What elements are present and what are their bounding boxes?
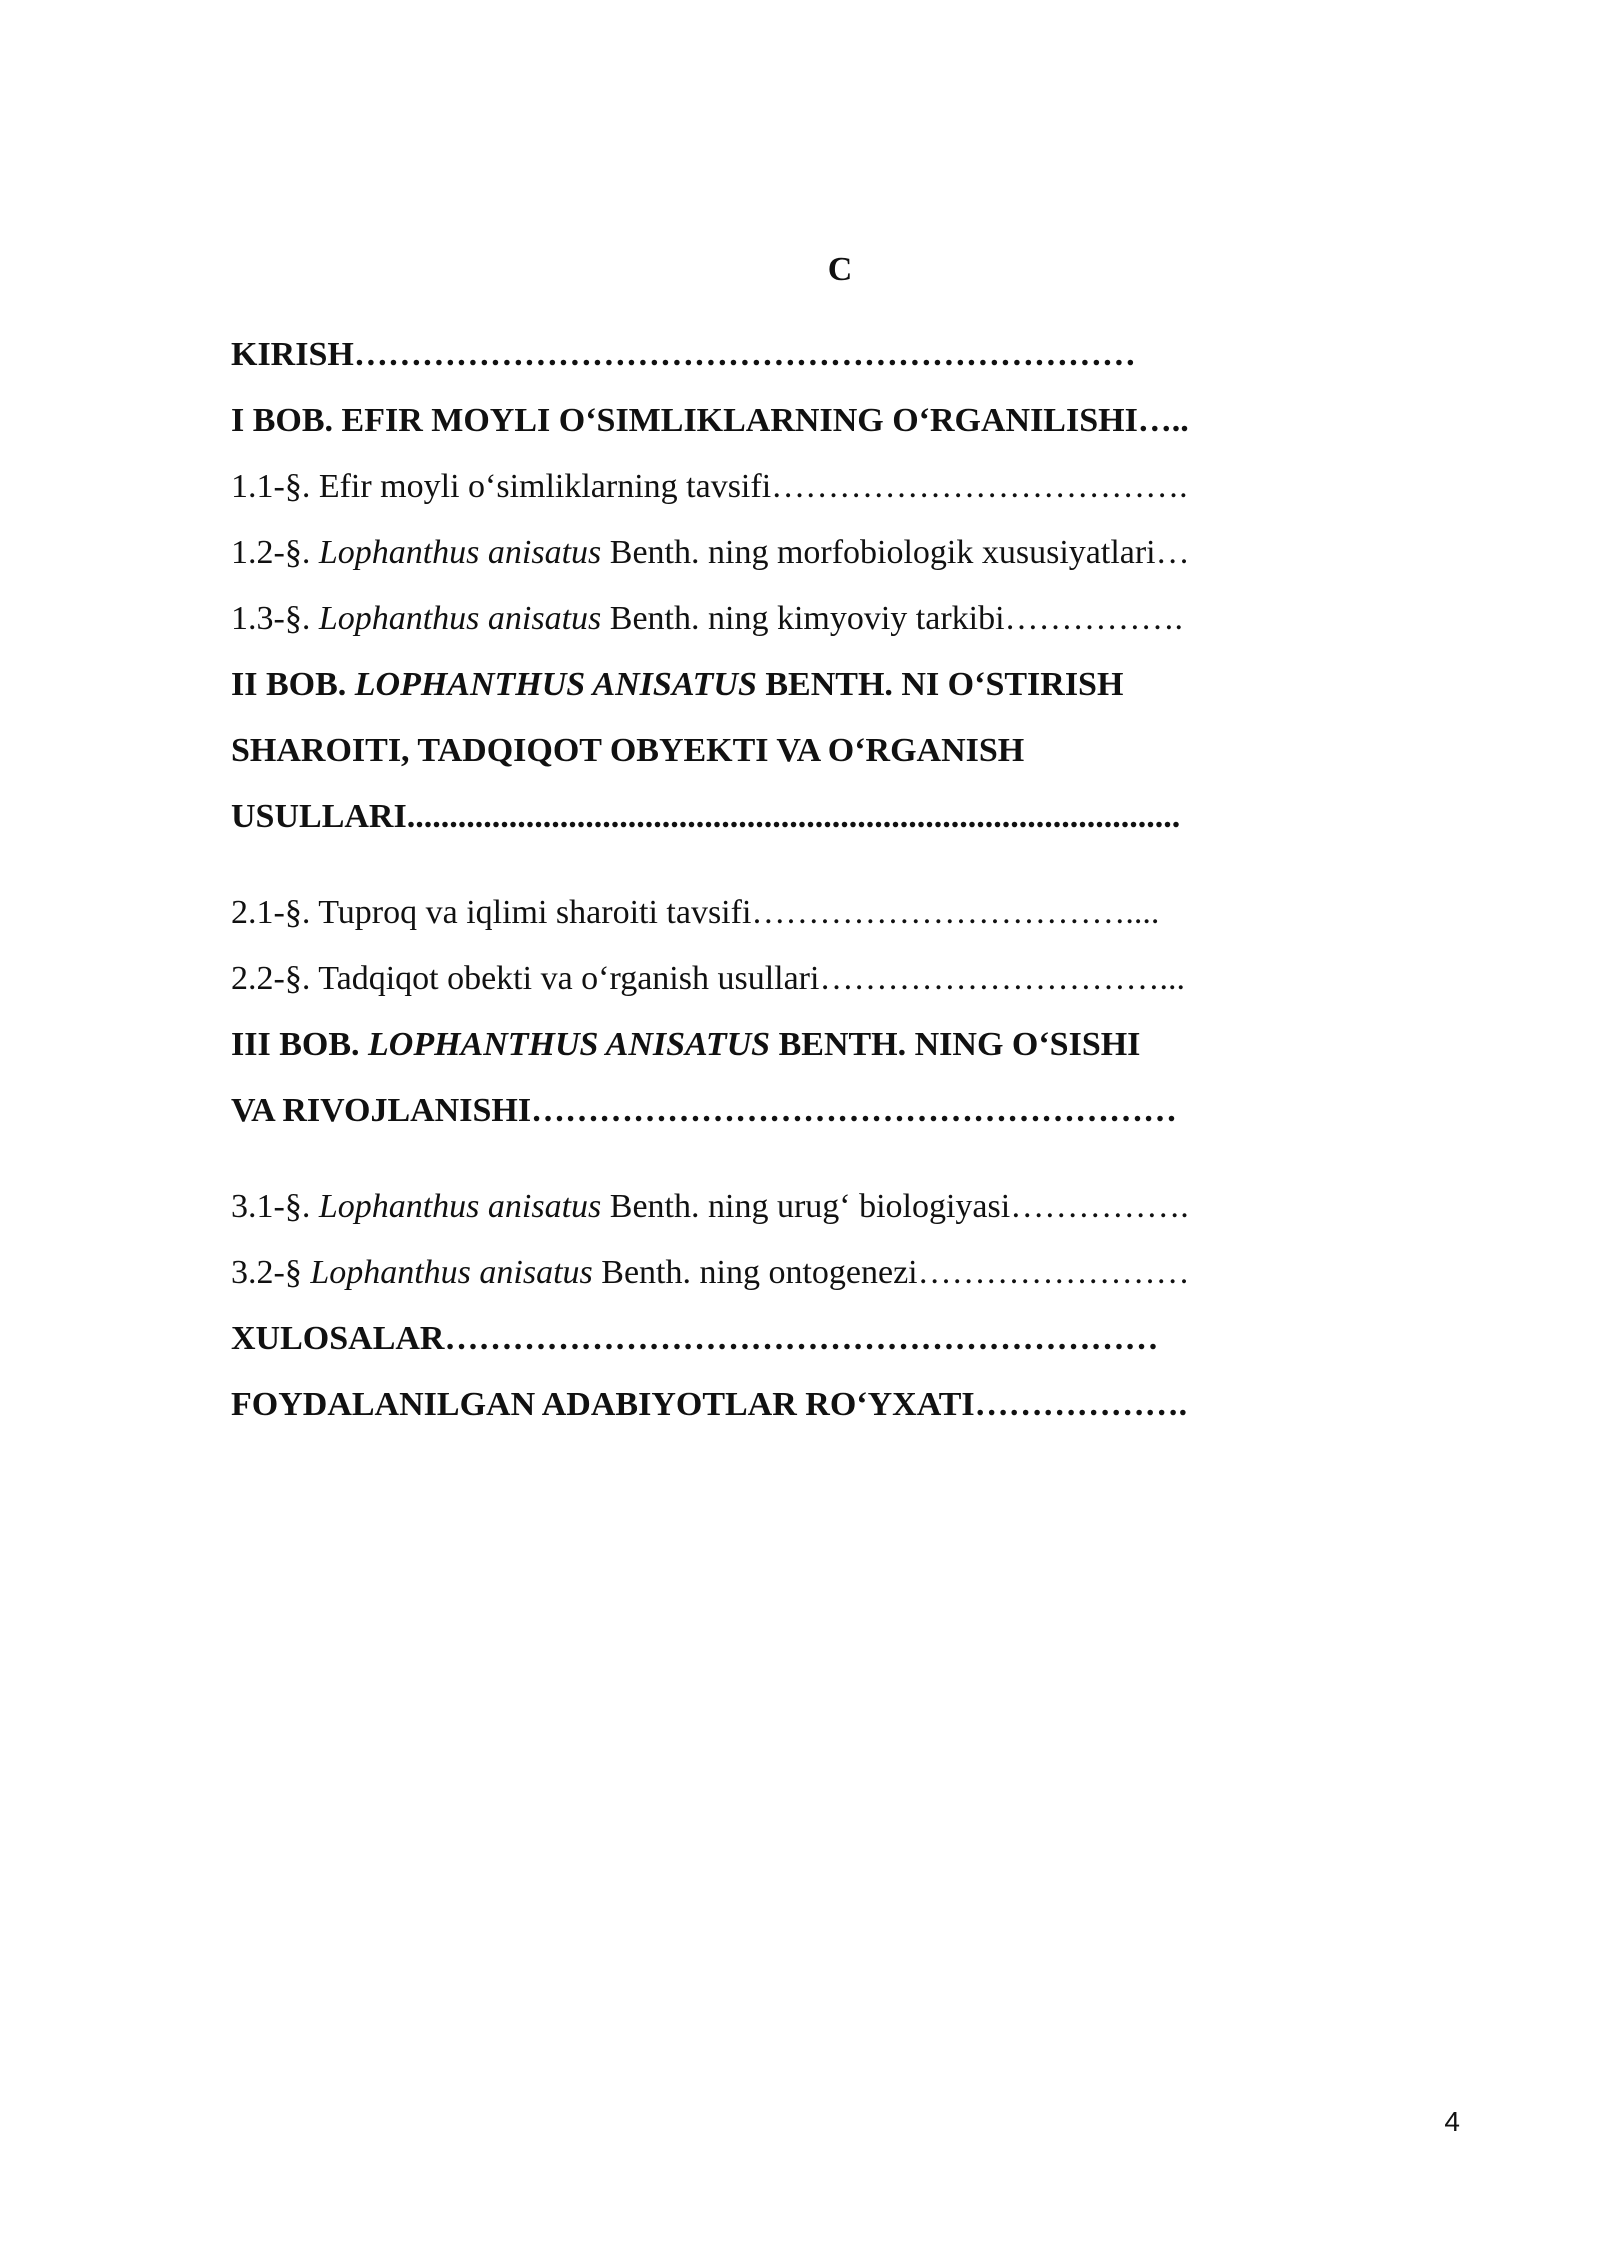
spacer xyxy=(231,850,1311,880)
toc-entry-2-1[interactable]: 2.1-§. Tuproq va iqlimi sharoiti tavsifi…………………………….... xyxy=(231,894,1160,931)
toc-entry-1-3-suffix: Benth. ning kimyoviy tarkibi……………. xyxy=(601,600,1184,637)
toc-entry-1-2-species: Lophanthus anisatus xyxy=(318,534,602,571)
toc-entry-kirish[interactable]: KIRISH…………………………………………………………… xyxy=(231,336,1136,373)
toc-entry-1-2[interactable] xyxy=(231,520,1311,586)
toc-entry-bob3-prefix: III BOB. xyxy=(231,1026,368,1063)
toc-entry-xulosalar[interactable]: XULOSALAR……………………………………………………… xyxy=(231,1320,1159,1357)
spacer xyxy=(231,1144,1311,1174)
toc-entry-adabiyotlar[interactable]: FOYDALANILGAN ADABIYOTLAR RO‘YXATI………………. xyxy=(231,1386,1188,1423)
toc-entry-1-3-species: Lophanthus anisatus xyxy=(318,600,602,637)
toc-entry-bob2-prefix: II BOB. xyxy=(231,666,355,703)
toc-entry-2-2[interactable]: 2.2-§. Tadqiqot obekti va o‘rganish usullari…………………………... xyxy=(231,960,1185,997)
toc-entry-3-2[interactable] xyxy=(231,1240,1311,1306)
toc-entry-1-2-suffix: Benth. ning morfobiologik xususiyatlari… xyxy=(601,534,1190,571)
toc-entry-1-3[interactable] xyxy=(231,586,1311,652)
toc-entry-3-2-prefix: 3.2-§ xyxy=(231,1254,311,1291)
toc-entry-bob2-line3: USULLARI........................................................................................... xyxy=(231,798,1181,835)
toc-entry-1-3-prefix: 1.3-§. xyxy=(231,600,319,637)
toc-entry-1-1[interactable]: 1.1-§. Efir moyli o‘simliklarning tavsifi………………………………. xyxy=(231,468,1188,505)
toc-entry-1-2-prefix: 1.2-§. xyxy=(231,534,319,571)
toc-entry-bob2-line1 xyxy=(231,652,1311,718)
toc-entry-bob3-species: LOPHANTHUS ANISATUS xyxy=(368,1026,771,1063)
toc-entry-bob2-species: LOPHANTHUS ANISATUS xyxy=(354,666,757,703)
table-of-contents xyxy=(231,322,1311,1438)
toc-entry-bob3[interactable] xyxy=(231,1012,1311,1144)
toc-entry-3-1-suffix: Benth. ning urug‘ biologiyasi……………. xyxy=(601,1188,1189,1225)
toc-entry-3-1-prefix: 3.1-§. xyxy=(231,1188,319,1225)
toc-entry-3-2-suffix: Benth. ning ontogenezi…………………… xyxy=(592,1254,1190,1291)
page-number: 4 xyxy=(1444,2106,1460,2137)
toc-entry-3-1-species: Lophanthus anisatus xyxy=(318,1188,602,1225)
toc-entry-bob3-line2: VA RIVOJLANISHI………………………………………………… xyxy=(231,1092,1178,1129)
toc-entry-bob2-suffix: BENTH. NI O‘STIRISH xyxy=(756,666,1124,703)
toc-entry-bob2-line2: SHAROITI, TADQIQOT OBYEKTI VA O‘RGANISH xyxy=(231,732,1025,769)
toc-entry-3-1[interactable] xyxy=(231,1174,1311,1240)
toc-entry-bob1[interactable]: I BOB. EFIR MOYLI O‘SIMLIKLARNING O‘RGANILISHI….. xyxy=(231,402,1189,439)
toc-entry-3-2-species: Lophanthus anisatus xyxy=(310,1254,593,1291)
toc-entry-bob3-line1 xyxy=(231,1012,1311,1078)
toc-entry-bob3-suffix: BENTH. NING O‘SISHI xyxy=(770,1026,1141,1063)
toc-entry-bob2[interactable] xyxy=(231,652,1311,850)
toc-heading: C xyxy=(827,251,853,288)
